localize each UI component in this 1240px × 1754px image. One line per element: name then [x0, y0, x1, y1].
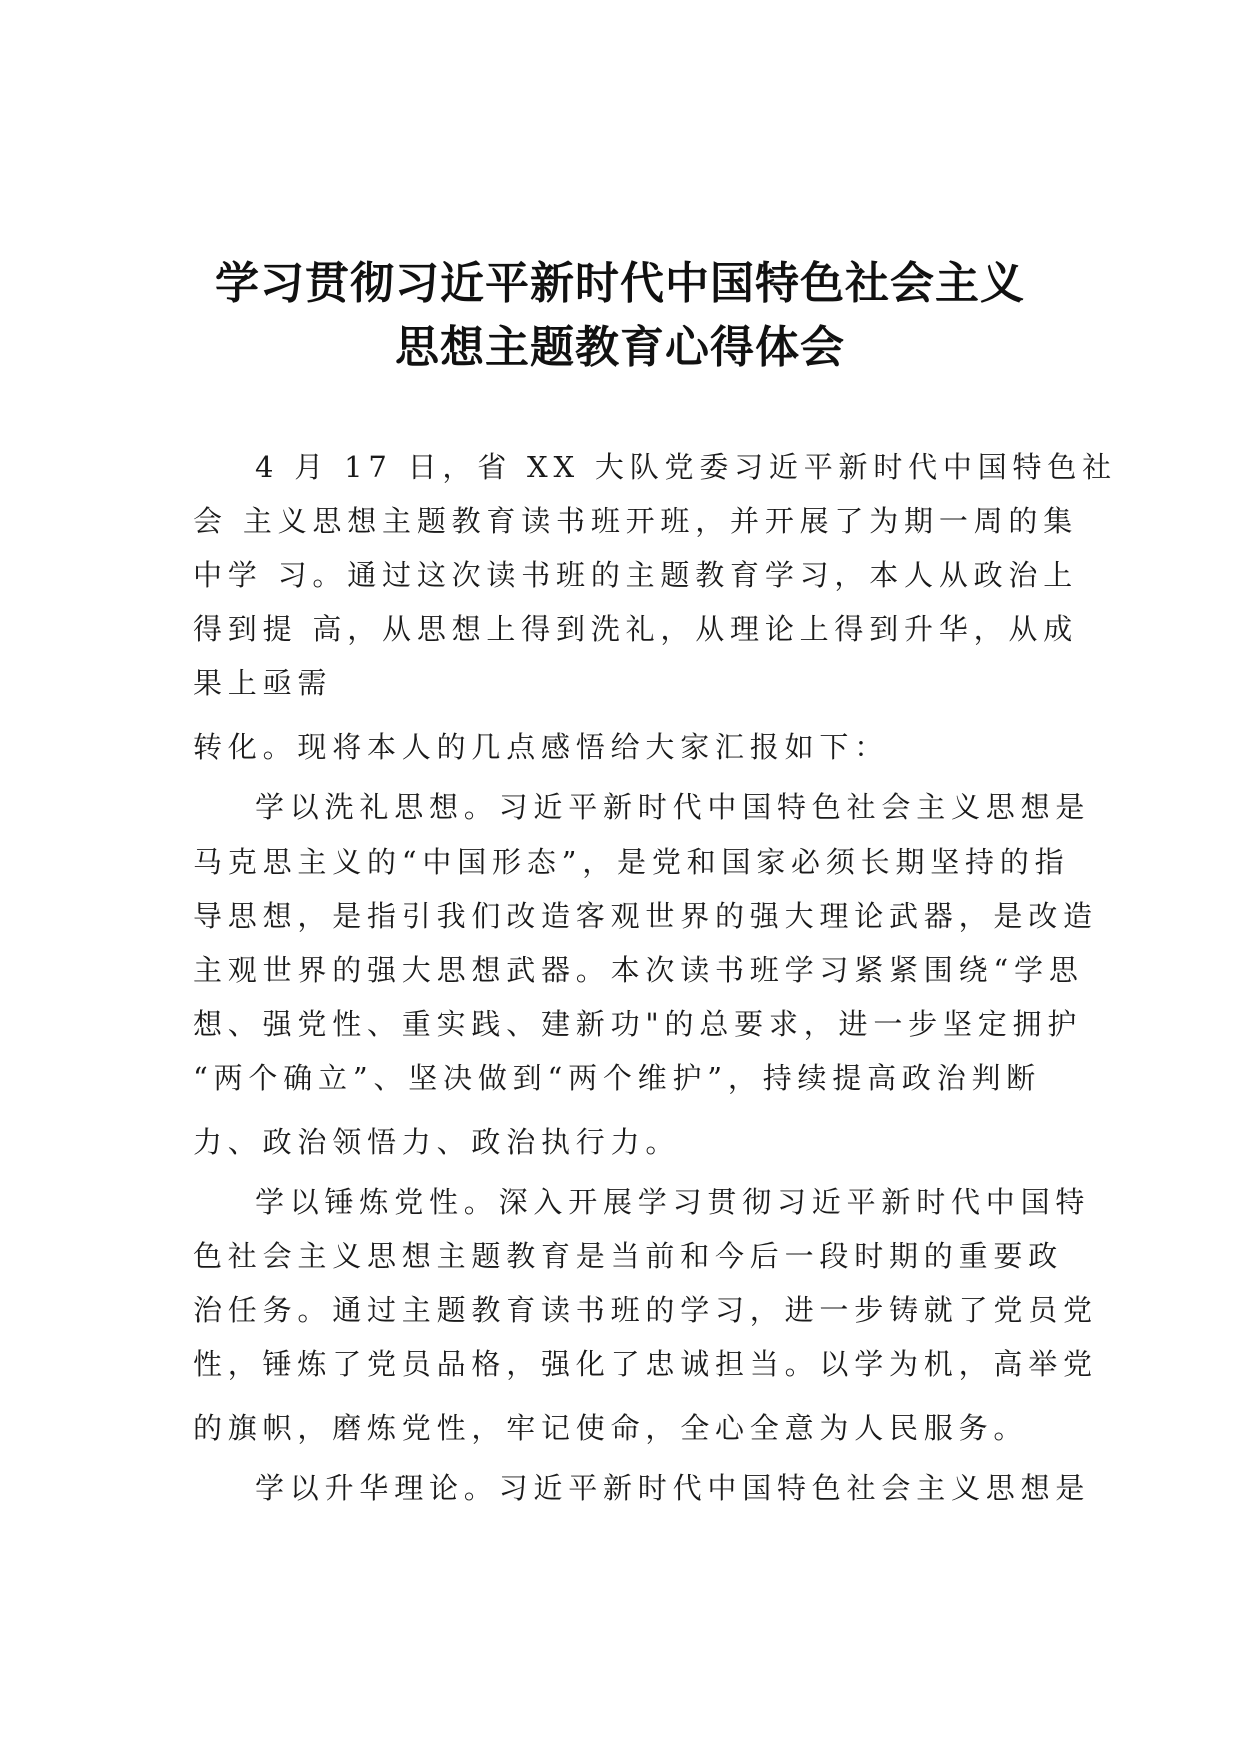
paragraph-2-line-1: 学以洗礼思想。习近平新时代中国特色社会主义思想是 [255, 790, 1091, 824]
paragraph-1-line-5: 果上亟需 [193, 666, 333, 700]
paragraph-3-line-1: 学以锤炼党性。深入开展学习贯彻习近平新时代中国特 [255, 1185, 1091, 1219]
paragraph-3-line-5: 的旗帜，磨炼党性，牢记使命，全心全意为人民服务。 [193, 1411, 1029, 1445]
paragraph-1-line-4: 得到提 高，从思想上得到洗礼，从理论上得到升华，从成 [193, 612, 1079, 646]
paragraph-3-line-3: 治任务。通过主题教育读书班的学习，进一步铸就了党员党 [193, 1293, 1098, 1327]
paragraph-2-line-4: 主观世界的强大思想武器。本次读书班学习紧紧围绕“学思 [193, 953, 1084, 987]
paragraph-2-line-6: “两个确立”、坚决做到“两个维护”，持续提高政治判断 [193, 1061, 1042, 1095]
paragraph-3-line-2: 色社会主义思想主题教育是当前和今后一段时期的重要政 [193, 1239, 1064, 1273]
title-line-1: 学习贯彻习近平新时代中国特色社会主义 [215, 258, 1025, 309]
paragraph-1-line-1: 4 月 17 日，省 XX 大队党委习近平新时代中国特色社 [255, 450, 1117, 484]
paragraph-1-line-3: 中学 习。通过这次读书班的主题教育学习，本人从政治上 [193, 558, 1079, 592]
paragraph-2-line-3: 导思想，是指引我们改造客观世界的强大理论武器，是改造 [193, 899, 1098, 933]
paragraph-2-line-2: 马克思主义的“中国形态”，是党和国家必须长期坚持的指 [193, 845, 1070, 879]
paragraph-2-line-7: 力、政治领悟力、政治执行力。 [193, 1125, 681, 1159]
paragraph-4-line-1: 学以升华理论。习近平新时代中国特色社会主义思想是 [255, 1471, 1091, 1505]
paragraph-1-line-6: 转化。现将本人的几点感悟给大家汇报如下： [193, 730, 890, 764]
document-title [0, 252, 1240, 380]
title-line-2: 思想主题教育心得体会 [395, 322, 845, 373]
paragraph-1-line-2: 会 主义思想主题教育读书班开班，并开展了为期一周的集 [193, 504, 1079, 538]
paragraph-2-line-5: 想、强党性、重实践、建新功"的总要求，进一步坚定拥护 [193, 1007, 1083, 1041]
paragraph-3-line-4: 性，锤炼了党员品格，强化了忠诚担当。以学为机，高举党 [193, 1347, 1098, 1381]
